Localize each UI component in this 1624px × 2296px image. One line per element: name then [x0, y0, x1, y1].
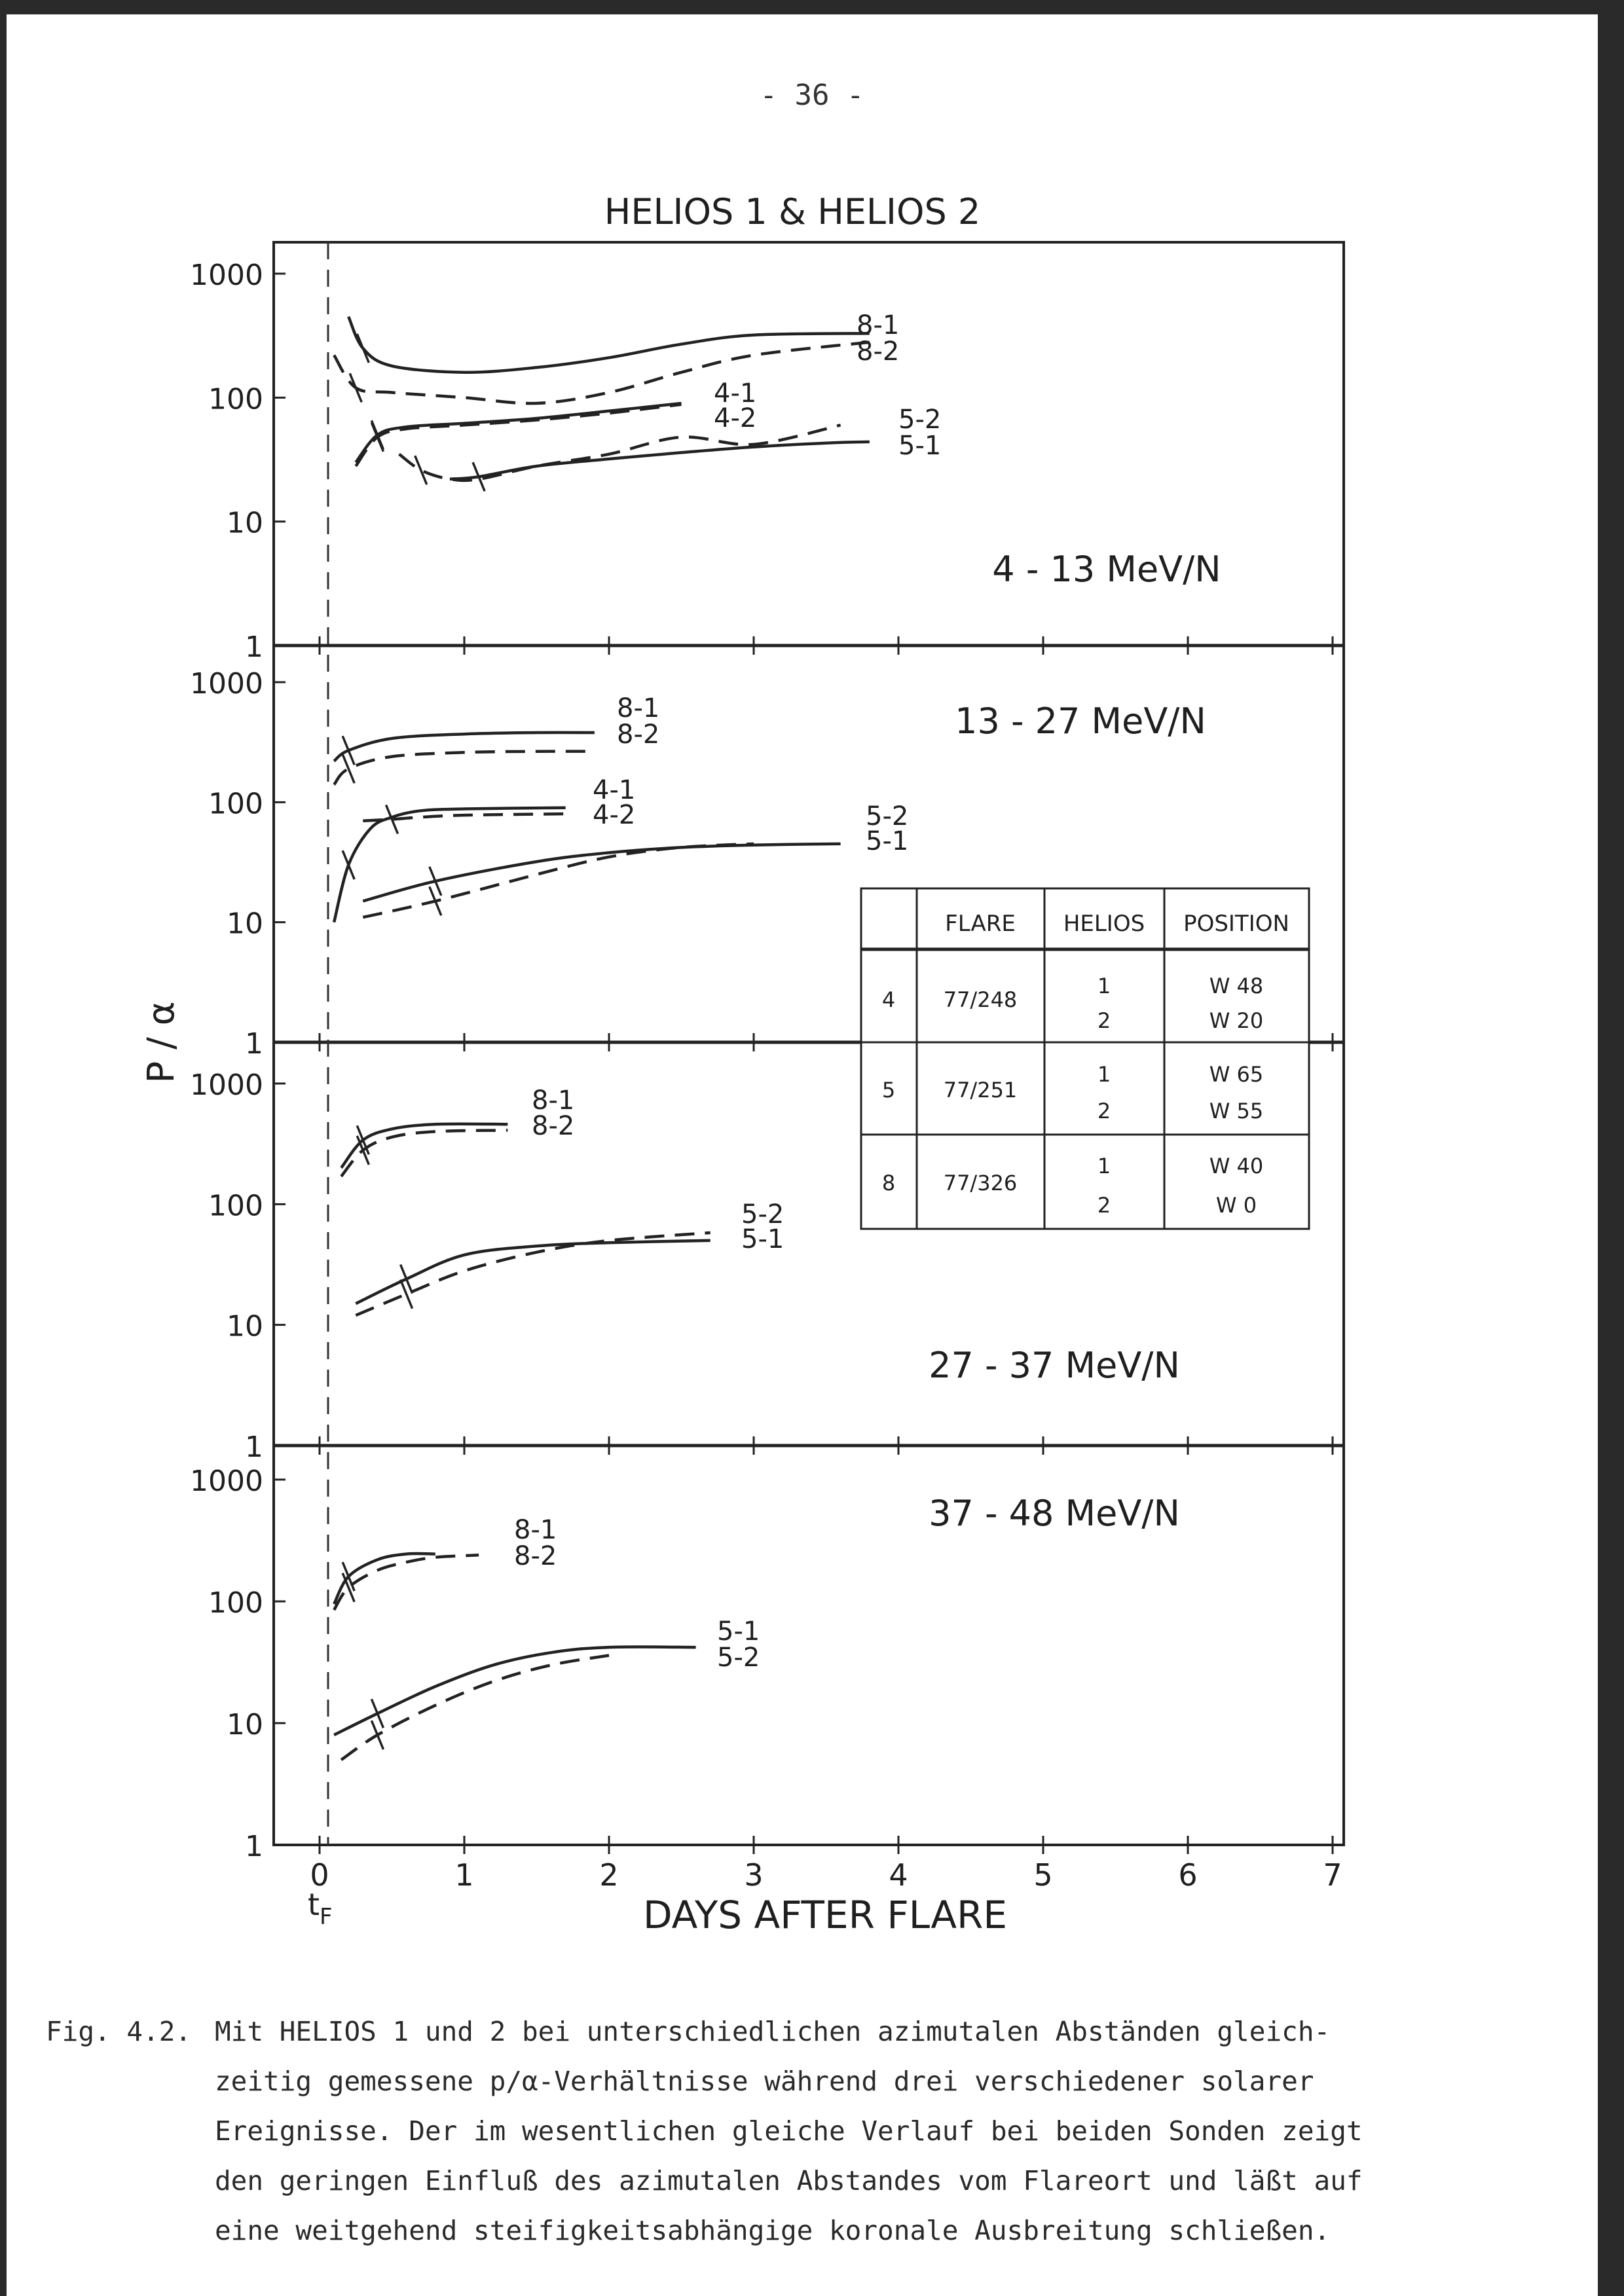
series-label-5-1: 5-1 — [741, 1224, 784, 1254]
series-line-8-1 — [348, 317, 870, 373]
table-cell-event: 4 — [881, 987, 896, 1012]
table-cell-position: W 20 — [1209, 1008, 1264, 1033]
y-tick-label: 10 — [227, 1708, 263, 1741]
x-tick-label: 2 — [599, 1857, 619, 1893]
x-tick-label: 0 — [310, 1857, 329, 1893]
y-tick-label: 100 — [208, 382, 263, 416]
series-line-5-2 — [399, 425, 841, 481]
series-label-5-2: 5-2 — [717, 1643, 760, 1673]
x-tick-label: 6 — [1178, 1857, 1198, 1893]
table-cell-position: W 65 — [1209, 1062, 1264, 1087]
y-tick-label: 1000 — [190, 1465, 263, 1498]
table-cell-position: W 40 — [1209, 1154, 1264, 1178]
series-label-5-1: 5-1 — [898, 431, 942, 461]
legend-table — [861, 888, 1309, 1229]
panel-energy-label: 13 - 27 MeV/N — [955, 701, 1206, 742]
y-tick-label: 1000 — [190, 667, 263, 701]
x-tick-label: 3 — [744, 1857, 764, 1893]
caption-line: Mit HELIOS 1 und 2 bei unterschiedlichen azimutalen Abständen gleich- — [215, 2016, 1331, 2047]
y-tick-label: 100 — [208, 787, 263, 821]
series-line-8-2 — [334, 1555, 479, 1610]
table-cell-flare: 77/326 — [943, 1171, 1018, 1195]
panel-energy-label: 27 - 37 MeV/N — [929, 1345, 1180, 1386]
table-header: FLARE — [945, 911, 1016, 937]
figure-title: HELIOS 1 & HELIOS 2 — [604, 191, 981, 232]
series-label-8-1: 8-1 — [857, 310, 900, 340]
series-line-5-1 — [356, 1241, 710, 1303]
event-marker — [357, 334, 369, 363]
series-label-8-2: 8-2 — [617, 720, 660, 750]
caption-line: den geringen Einfluß des azimutalen Abstandes vom Flareort und läßt auf — [215, 2165, 1363, 2196]
y-axis-label: P / α — [140, 1001, 183, 1084]
x-tick-label: 7 — [1323, 1857, 1342, 1893]
caption-line: eine weitgehend steifigkeitsabhängige koronale Ausbreitung schließen. — [215, 2215, 1331, 2246]
table-header: POSITION — [1183, 911, 1289, 937]
page-number: - 36 - — [760, 79, 864, 112]
panel-energy-label: 37 - 48 MeV/N — [929, 1493, 1180, 1534]
table-cell-event: 8 — [881, 1171, 896, 1195]
series-label-4-1: 4-1 — [714, 378, 757, 409]
x-tick-label: 5 — [1033, 1857, 1053, 1893]
series-label-4-2: 4-2 — [593, 800, 636, 830]
x-axis-label: DAYS AFTER FLARE — [643, 1893, 1007, 1937]
table-cell-helios: 1 — [1097, 1062, 1111, 1087]
y-tick-label: 10 — [227, 1309, 263, 1343]
caption-line: zeitig gemessene p/α-Verhältnisse während drei verschiedener solarer — [215, 2066, 1314, 2097]
table-cell-helios: 2 — [1097, 1193, 1111, 1218]
figure-caption — [46, 2007, 1395, 2255]
event-marker — [401, 1265, 413, 1294]
table-cell-helios: 2 — [1097, 1008, 1111, 1033]
series-label-8-1: 8-1 — [514, 1515, 557, 1545]
x-tick-label: 4 — [889, 1857, 908, 1893]
series-label-8-1: 8-1 — [617, 693, 660, 723]
y-tick-label: 1 — [245, 1830, 263, 1863]
tf-label: $t_F$ — [308, 1887, 333, 1930]
y-tick-label: 1 — [245, 1027, 263, 1061]
series-label-4-1: 4-1 — [593, 775, 636, 805]
y-tick-label: 1 — [245, 1430, 263, 1464]
y-tick-label: 1000 — [190, 259, 263, 292]
series-line-5-1 — [334, 1647, 696, 1735]
series-line-4-1 — [334, 808, 566, 922]
series-label-8-2: 8-2 — [857, 337, 900, 367]
event-marker — [401, 1280, 413, 1309]
y-tick-label: 10 — [227, 907, 263, 941]
y-tick-label: 1000 — [190, 1068, 263, 1102]
series-label-8-2: 8-2 — [514, 1541, 557, 1571]
series-label-5-2: 5-2 — [866, 801, 909, 831]
table-cell-position: W 48 — [1209, 974, 1264, 998]
series-line-4-1 — [356, 403, 681, 462]
table-cell-event: 5 — [881, 1078, 896, 1102]
series-label-5-2: 5-2 — [741, 1199, 784, 1230]
panel-energy-label: 4 - 13 MeV/N — [992, 549, 1221, 590]
series-line-8-2 — [334, 752, 595, 785]
table-cell-helios: 1 — [1097, 974, 1111, 998]
y-tick-label: 10 — [227, 506, 263, 540]
caption-line: Ereignisse. Der im wesentlichen gleiche Verlauf bei beiden Sonden zeigt — [215, 2115, 1363, 2147]
table-header: HELIOS — [1063, 911, 1145, 937]
y-tick-label: 100 — [208, 1189, 263, 1223]
table-cell-position: W 55 — [1209, 1099, 1264, 1123]
series-label-4-2: 4-2 — [714, 403, 757, 433]
series-label-5-2: 5-2 — [898, 405, 942, 435]
series-label-8-1: 8-1 — [532, 1085, 575, 1116]
table-cell-flare: 77/248 — [943, 987, 1018, 1012]
series-label-5-1: 5-1 — [717, 1616, 760, 1647]
series-line-5-1 — [450, 442, 870, 479]
table-cell-position: W 0 — [1215, 1193, 1257, 1218]
y-tick-label: 100 — [208, 1586, 263, 1620]
series-label-8-2: 8-2 — [532, 1111, 575, 1141]
table-cell-flare: 77/251 — [943, 1078, 1018, 1102]
series-line-8-2 — [334, 342, 870, 403]
y-tick-label: 1 — [245, 630, 263, 664]
event-marker — [350, 373, 361, 402]
x-tick-label: 1 — [454, 1857, 474, 1893]
table-cell-helios: 1 — [1097, 1154, 1111, 1178]
event-marker — [415, 456, 427, 484]
series-line-5-2 — [363, 844, 754, 917]
table-cell-helios: 2 — [1097, 1099, 1111, 1123]
caption-label: Fig. 4.2. — [46, 2016, 192, 2047]
series-line-5-1 — [363, 844, 840, 902]
series-line-8-1 — [334, 733, 595, 761]
series-label-5-1: 5-1 — [866, 826, 909, 856]
